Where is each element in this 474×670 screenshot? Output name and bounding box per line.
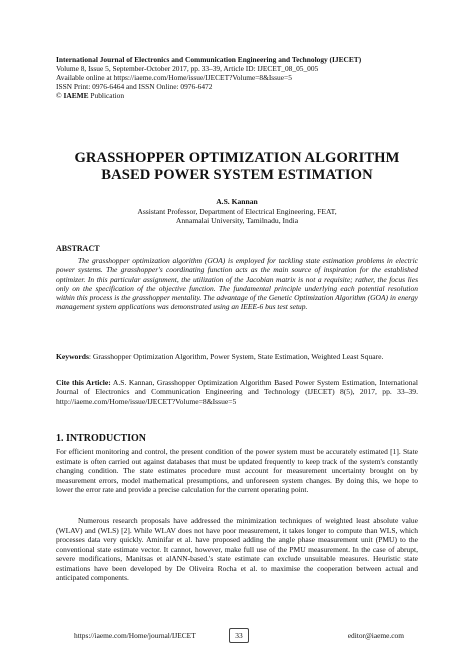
publisher-name: IAEME bbox=[63, 91, 89, 100]
publisher-line bbox=[56, 91, 426, 100]
section-heading: 1. INTRODUCTION bbox=[56, 433, 147, 444]
title-line-2: BASED POWER SYSTEM ESTIMATION bbox=[101, 167, 373, 183]
intro-paragraph-1: For efficient monitoring and control, the present condition of the power system must be accurately estimated [1]. State estimate is often carried out against databases that must be updated frequently to keep track of the system's constantly changing condition. The state estimates procedure must account for measurement uncertainty brought on by measurement errors, model mathematical presumptions, and unforeseen system changes. By doing this, we hope to lower the error rate and provide a precise calculation for the current operating point. bbox=[56, 447, 418, 494]
volume-info: Volume 8, Issue 5, September-October 2017, pp. 33–39, Article ID: IJECET_08_05_005 bbox=[56, 64, 319, 73]
citation bbox=[56, 378, 418, 406]
journal-header bbox=[56, 55, 426, 100]
issn-info: ISSN Print: 0976-6464 and ISSN Online: 0976-6472 bbox=[56, 82, 213, 91]
cite-label: Cite this Article: bbox=[56, 378, 111, 387]
footer-email[interactable]: editor@iaeme.com bbox=[347, 631, 404, 640]
cite-text: A.S. Kannan, Grasshopper Optimization Algorithm Based Power System Estimation, International Journal of Electronics and Communication Engineering and Technology (IJECET) 8(5), 2017, pp. 33–39. http://iaeme.com/Home/issue/IJECET?Volume=8&Issue=5 bbox=[56, 378, 418, 406]
keywords bbox=[56, 352, 418, 362]
page-number: 33 bbox=[229, 628, 249, 643]
keywords-label: Keywords bbox=[56, 352, 89, 361]
title-line-1: GRASSHOPPER OPTIMIZATION ALGORITHM bbox=[74, 150, 400, 166]
abstract-heading: ABSTRACT bbox=[56, 244, 100, 253]
paper-title bbox=[50, 150, 424, 184]
author-affiliation-2: Annamalai University, Tamilnadu, India bbox=[175, 216, 299, 226]
journal-name: International Journal of Electronics and Communication Engineering and Technology (IJECET) bbox=[56, 55, 362, 64]
abstract-text: The grasshopper optimization algorithm (GOA) is employed for tackling state estimation problems in electric power systems. The grasshopper's coordinating function acts as the main source of inspiration for the established optimizer. In this particular assignment, the utilization of the Jacobian matrix is not a requisite; rather, the focus lies only on the specification of the objective function. The fundamental principle underlying each potential resolution within this process is the grasshopper mentality. The advantage of the Genetic Optimization Algorithm (GOA) in energy management system applications was demonstrated using an IEEE-6 bus test setup. bbox=[56, 256, 418, 312]
author-affiliation-1: Assistant Professor, Department of Electrical Engineering, FEAT, bbox=[137, 206, 337, 216]
footer-url[interactable]: https://iaeme.com/Home/journal/IJECET bbox=[74, 631, 196, 640]
page-footer bbox=[56, 628, 418, 642]
author-name: A.S. Kannan bbox=[216, 197, 258, 206]
copyright-symbol: © bbox=[56, 91, 62, 100]
keywords-text: : Grasshopper Optimization Algorithm, Power System, State Estimation, Weighted Least Square. bbox=[88, 352, 384, 361]
available-online: Available online at https://iaeme.com/Home/issue/IJECET?Volume=8&Issue=5 bbox=[56, 73, 292, 82]
intro-paragraph-2: Numerous research proposals have addressed the minimization techniques of weighted least absolute value (WLAV) and (WLS) [2]. While WLAV does not have poor measurement, it takes longer to compute than WLS, which processes data very quickly. Aminifar et al. have proposed adding the angle phase measurement unit (PMU) to the conventional state estimate vector. It cannot, however, make full use of the PMU measurement. In the case of abrupt, severe modifications, Manitsas et alANN-based.'s state estimate can exclude unsuitable measures. Heuristic state estimations have been developed by De Oliveira Rocha et al. to maximise the cooperation between actual and anticipated components. bbox=[56, 516, 418, 582]
author-block bbox=[60, 197, 414, 226]
publisher-suffix: Publication bbox=[88, 91, 125, 100]
